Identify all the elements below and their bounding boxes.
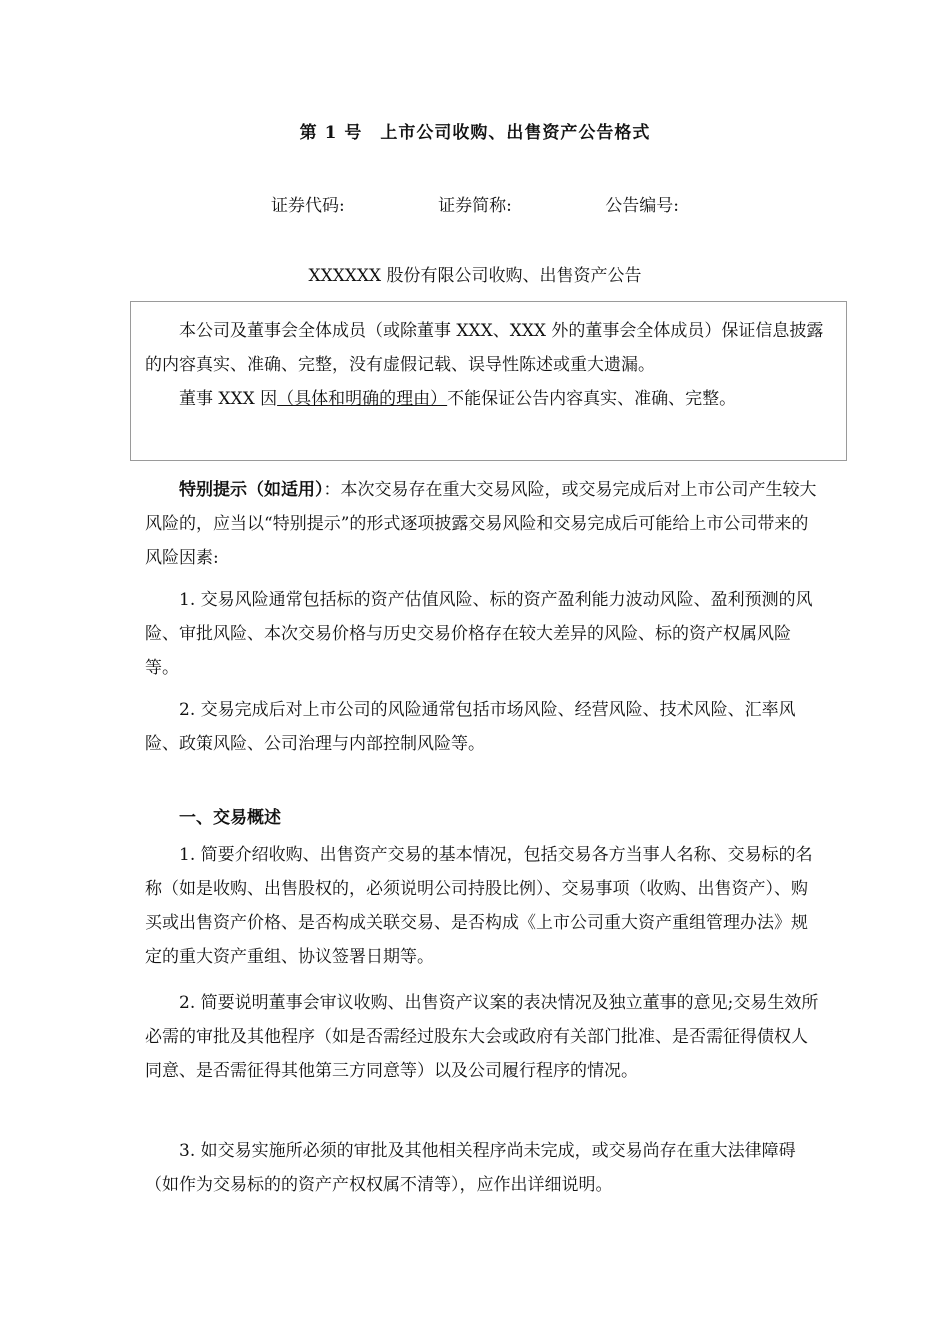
section-1-item-3: 3. 如交易实施所必须的审批及其他相关程序尚未完成，或交易尚存在重大法律障碍（如作为交易标的的资产产权权属不清等），应作出详细说明。 bbox=[145, 1141, 796, 1195]
announcement-subtitle: XXXXXX 股份有限公司收购、出售资产公告 bbox=[308, 266, 642, 286]
security-info-line bbox=[0, 191, 950, 216]
reason-placeholder: （具体和明确的理由） bbox=[277, 389, 448, 409]
section-1-item-2: 2. 简要说明董事会审议收购、出售资产议案的表决情况及独立董事的意见;交易生效所必需的审批及其他程序（如是否需经过股东大会或政府有关部门批准、是否需征得债权人同意、是否需征得其他第三方同意等）以及公司履行程序的情况。 bbox=[145, 993, 819, 1081]
board-guarantee-box bbox=[130, 301, 847, 461]
section-1-heading: 一、交易概述 bbox=[179, 808, 281, 828]
security-code-label: 证券代码: bbox=[270, 196, 345, 216]
document-title: 第 1 号 上市公司收购、出售资产公告格式 bbox=[299, 123, 651, 143]
guarantee-statement: 本公司及董事会全体成员（或除董事 XXX、XXX 外的董事会全体成员）保证信息披露的内容真实、准确、完整，没有虚假记载、误导性陈述或重大遗漏。 bbox=[145, 321, 824, 375]
director-exception-post: 不能保证公告内容真实、准确、完整。 bbox=[447, 389, 737, 409]
special-tip-item-1: 1. 交易风险通常包括标的资产估值风险、标的资产盈利能力波动风险、盈利预测的风险、审批风险、本次交易价格与历史交易价格存在较大差异的风险、标的资产权属风险等。 bbox=[145, 590, 813, 678]
director-exception-statement bbox=[145, 382, 835, 416]
special-tip-text: ：本次交易存在重大交易风险，或交易完成后对上市公司产生较大风险的，应当以“特别提示”的形式逐项披露交易风险和交易完成后可能给上市公司带来的风险因素: bbox=[145, 480, 817, 568]
notice-number-label: 公告编号: bbox=[605, 196, 679, 216]
security-abbr-label: 证券简称: bbox=[438, 196, 512, 216]
special-tip-label: 特别提示（如适用） bbox=[179, 480, 324, 500]
special-tip-paragraph bbox=[145, 473, 820, 575]
section-1-item-1: 1. 简要介绍收购、出售资产交易的基本情况，包括交易各方当事人名称、交易标的名称（如是收购、出售股权的，必须说明公司持股比例）、交易事项（收购、出售资产）、购买或出售资产价格、是否构成关联交易、是否构成《上市公司重大资产重组管理办法》规定的重大资产重组、协议签署日期等。 bbox=[145, 845, 813, 967]
special-tip-item-2: 2. 交易完成后对上市公司的风险通常包括市场风险、经营风险、技术风险、汇率风险、政策风险、公司治理与内部控制风险等。 bbox=[145, 700, 796, 754]
director-exception-pre: 董事 XXX 因 bbox=[179, 389, 278, 409]
